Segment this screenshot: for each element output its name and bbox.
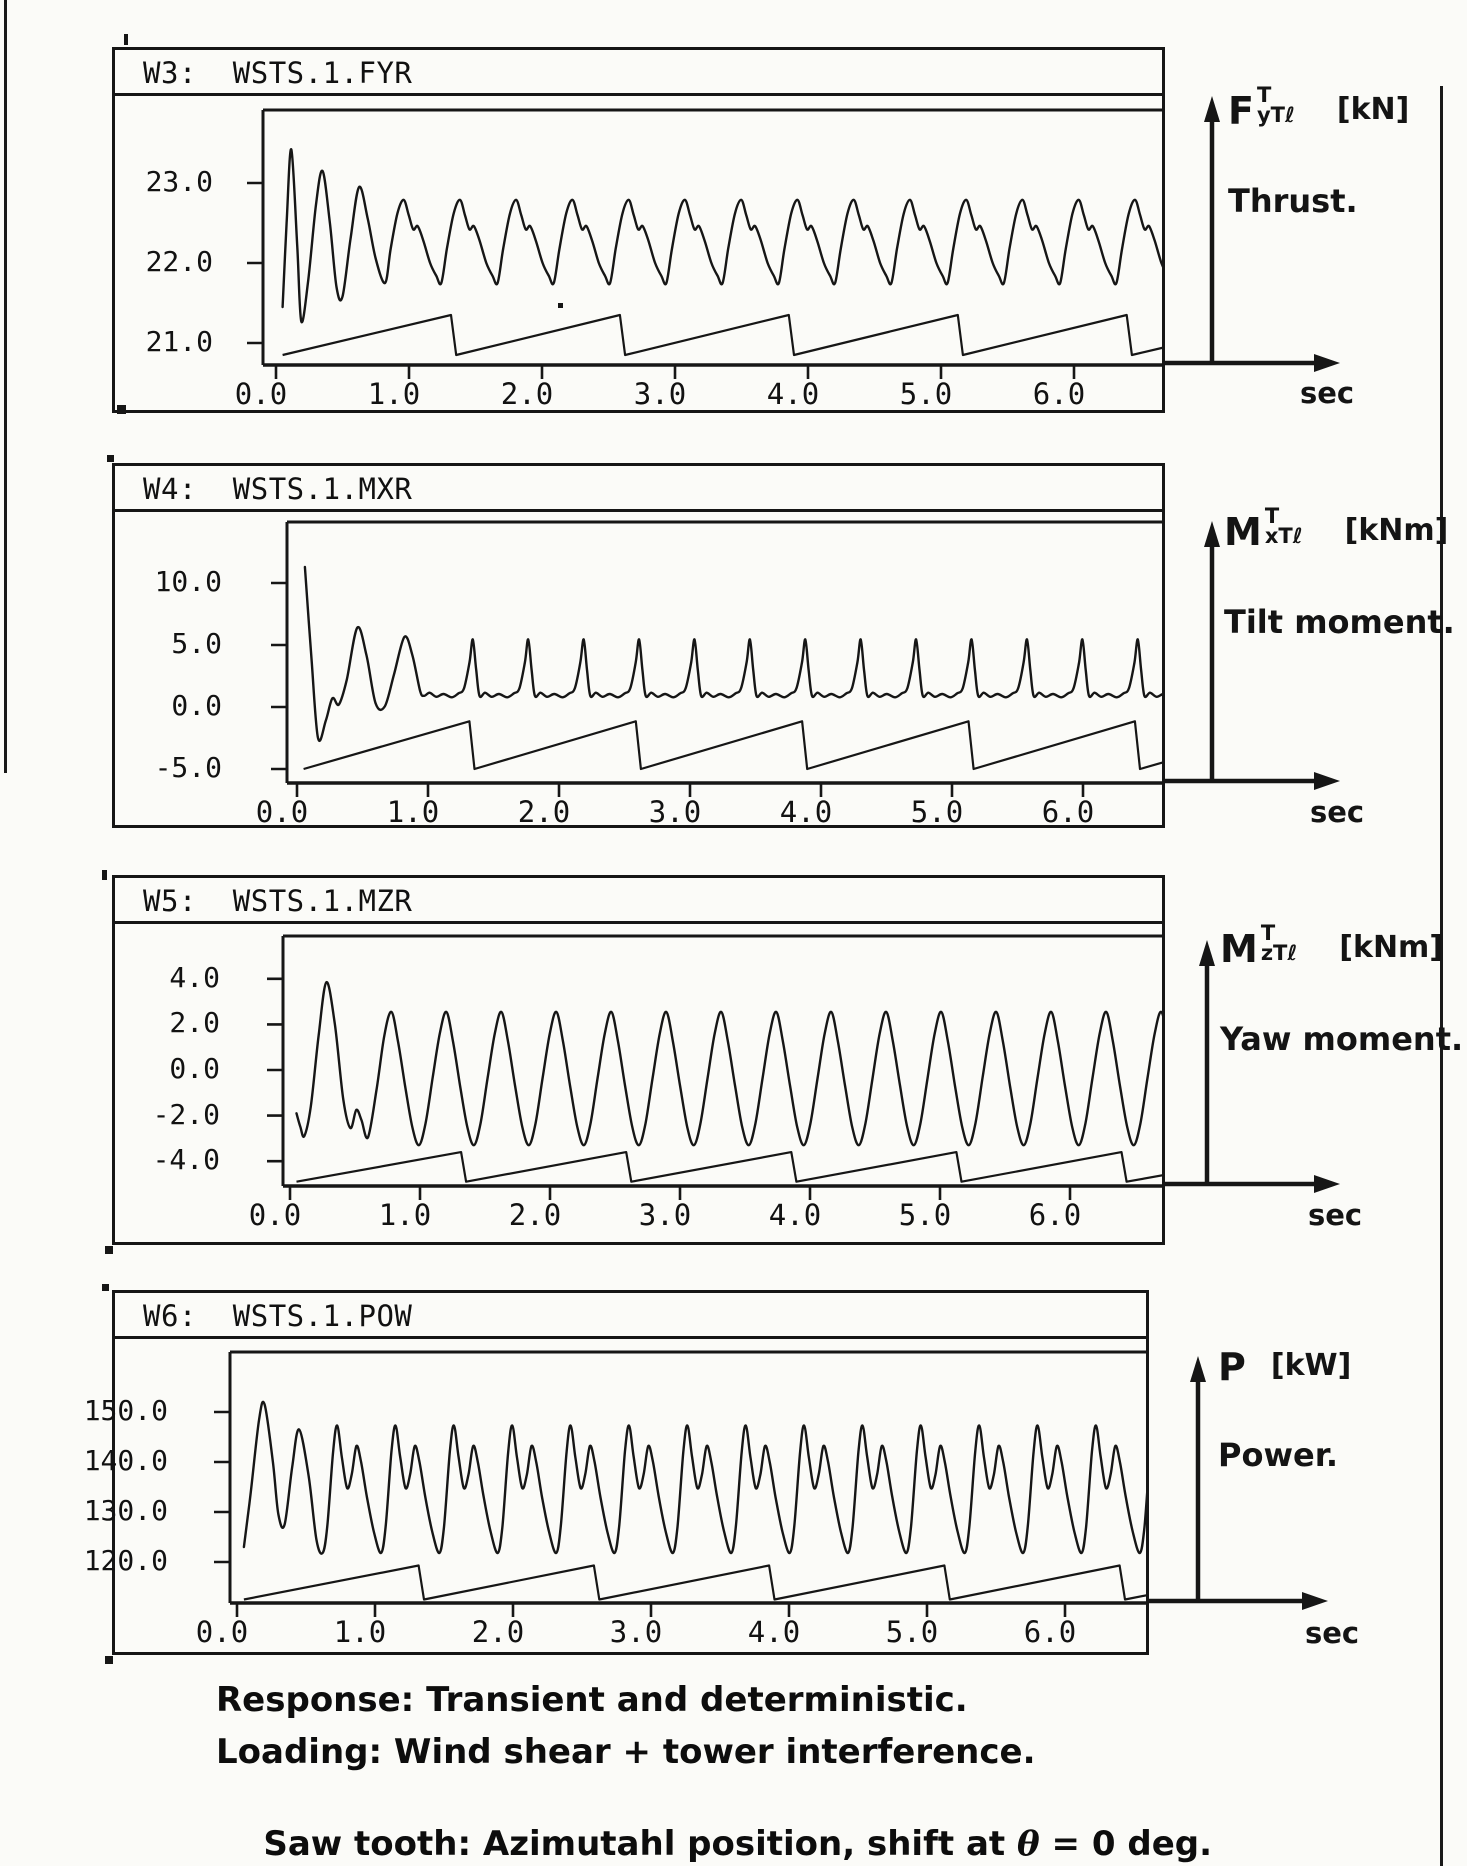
axis-description: Power. [1218, 1436, 1339, 1474]
azimuth-sawtooth-curve [304, 721, 1165, 769]
axis-unit: [kN] [1336, 92, 1410, 127]
x-tick-label: 6.0 [1032, 377, 1086, 411]
axis-symbol-sub: zTℓ [1260, 940, 1298, 965]
x-tick-label: 3.0 [648, 795, 702, 829]
y-tick-label: -4.0 [152, 1143, 220, 1177]
axis-unit: [kNm] [1339, 930, 1444, 965]
axis-unit: [kNm] [1344, 513, 1449, 548]
axis-annotation-tilt [1224, 504, 1455, 641]
azimuth-sawtooth-curve [283, 315, 1165, 355]
x-tick-label: 0.0 [195, 1615, 249, 1649]
window-title: W3: WSTS.1.FYR [143, 56, 413, 90]
time-unit-label: sec [1308, 1198, 1363, 1232]
x-tick-label: 5.0 [910, 795, 964, 829]
scan-mark [105, 1246, 113, 1254]
x-tick-label: 1.0 [367, 377, 421, 411]
x-tick-label: 6.0 [1028, 1198, 1082, 1232]
caption-sawtooth-prefix: Saw tooth: Azimutahl position, shift at [263, 1824, 1018, 1864]
caption-line-loading: Loading: Wind shear + tower interference. [216, 1732, 1036, 1772]
y-tick-label: 0.0 [171, 689, 222, 722]
y-tick-label: 2.0 [169, 1006, 220, 1040]
y-tick-label: -5.0 [154, 751, 222, 784]
y-tick-label: -2.0 [152, 1097, 220, 1131]
time-axis-arrowhead [1314, 772, 1340, 790]
axis-symbol-letter: M [1220, 927, 1258, 971]
y-tick-label: 5.0 [171, 627, 222, 660]
scan-mark [124, 34, 128, 45]
window-title: W4: WSTS.1.MXR [143, 472, 413, 506]
theta-symbol: θ [1017, 1824, 1040, 1864]
time-unit-label: sec [1305, 1616, 1360, 1650]
axis-annotation-yaw [1220, 921, 1464, 1058]
x-tick-label: 1.0 [333, 1615, 387, 1649]
y-tick-label: 4.0 [169, 960, 220, 994]
y-tick-label: 150.0 [83, 1394, 168, 1427]
x-tick-label: 2.0 [471, 1615, 525, 1649]
x-tick-label: 4.0 [779, 795, 833, 829]
tilt-moment-response-curve [305, 567, 1200, 741]
time-axis-arrowhead [1314, 1175, 1340, 1193]
thrust-response-curve [283, 149, 1201, 322]
axis-symbol-sup: T [1256, 83, 1272, 107]
time-axis-arrowhead [1314, 354, 1340, 372]
azimuth-sawtooth-curve [297, 1152, 1166, 1182]
scan-mark [117, 405, 126, 414]
x-tick-label: 4.0 [766, 377, 820, 411]
y-tick-label: 130.0 [83, 1494, 168, 1527]
x-tick-label: 2.0 [508, 1198, 562, 1232]
time-axis-arrowhead [1302, 1592, 1328, 1610]
x-tick-label: 6.0 [1041, 795, 1095, 829]
yaw-moment-response-curve [297, 982, 1203, 1145]
axis-symbol-letter: M [1224, 510, 1262, 554]
axis-description: Yaw moment. [1220, 1019, 1464, 1058]
window-title: W5: WSTS.1.MZR [143, 884, 413, 918]
axis-symbol-sup: T [1264, 504, 1280, 528]
axis-symbol-letter: P [1218, 1345, 1246, 1389]
y-tick-label: 0.0 [169, 1052, 220, 1085]
y-tick-label: 21.0 [145, 325, 213, 358]
scan-mark [105, 1656, 113, 1664]
value-axis-arrowhead [1204, 521, 1220, 547]
scan-mark [102, 870, 107, 880]
x-tick-label: 5.0 [898, 1198, 952, 1232]
power-response-curve [244, 1402, 1184, 1554]
x-tick-label: 4.0 [747, 1615, 801, 1649]
axis-symbol-sup: T [1260, 921, 1276, 945]
window-title: W6: WSTS.1.POW [143, 1299, 413, 1333]
scan-mark [107, 455, 114, 462]
y-tick-label: 120.0 [83, 1544, 168, 1577]
x-tick-label: 1.0 [386, 795, 440, 829]
x-tick-label: 2.0 [517, 795, 571, 829]
x-tick-label: 3.0 [609, 1615, 663, 1649]
axis-symbol-scripts [1260, 921, 1298, 965]
x-tick-label: 6.0 [1023, 1615, 1077, 1649]
x-tick-label: 4.0 [768, 1198, 822, 1232]
axis-unit: [kW] [1270, 1348, 1352, 1383]
value-axis-arrowhead [1204, 96, 1220, 122]
caption-line-sawtooth [216, 1784, 1212, 1866]
x-tick-label: 3.0 [638, 1198, 692, 1232]
x-tick-label: 0.0 [255, 795, 309, 829]
axis-symbol-sub: yTℓ [1256, 102, 1295, 127]
axis-symbol [1228, 83, 1410, 133]
x-tick-label: 0.0 [248, 1198, 302, 1232]
axis-symbol-letter: F [1228, 89, 1254, 133]
axis-annotation-thrust [1228, 83, 1410, 220]
scan-mark [102, 1284, 109, 1291]
axis-description: Tilt moment. [1224, 602, 1455, 641]
value-axis-arrowhead [1190, 1356, 1206, 1382]
axis-annotation-power [1218, 1345, 1352, 1474]
axis-symbol [1224, 504, 1455, 554]
x-tick-label: 3.0 [633, 377, 687, 411]
x-tick-label: 0.0 [234, 377, 288, 411]
scan-speck [558, 303, 563, 308]
axis-symbol-sub: xTℓ [1264, 523, 1303, 548]
axis-symbol-scripts [1264, 504, 1303, 548]
value-axis-arrowhead [1199, 940, 1215, 966]
time-unit-label: sec [1310, 795, 1365, 829]
y-tick-label: 22.0 [145, 245, 213, 278]
y-tick-label: 10.0 [154, 565, 222, 598]
caption-line-response: Response: Transient and deterministic. [216, 1680, 968, 1720]
axis-symbol [1218, 1345, 1352, 1389]
x-tick-label: 5.0 [885, 1615, 939, 1649]
axis-description: Thrust. [1228, 181, 1358, 220]
axis-symbol [1220, 921, 1463, 971]
axis-symbol-scripts [1256, 83, 1295, 127]
time-unit-label: sec [1300, 376, 1355, 410]
x-tick-label: 2.0 [500, 377, 554, 411]
caption-sawtooth-suffix: = 0 deg. [1039, 1824, 1213, 1864]
azimuth-sawtooth-curve [244, 1566, 1149, 1600]
y-tick-label: 140.0 [83, 1444, 168, 1477]
x-tick-label: 5.0 [899, 377, 953, 411]
y-tick-label: 23.0 [145, 165, 213, 198]
x-tick-label: 1.0 [378, 1198, 432, 1232]
